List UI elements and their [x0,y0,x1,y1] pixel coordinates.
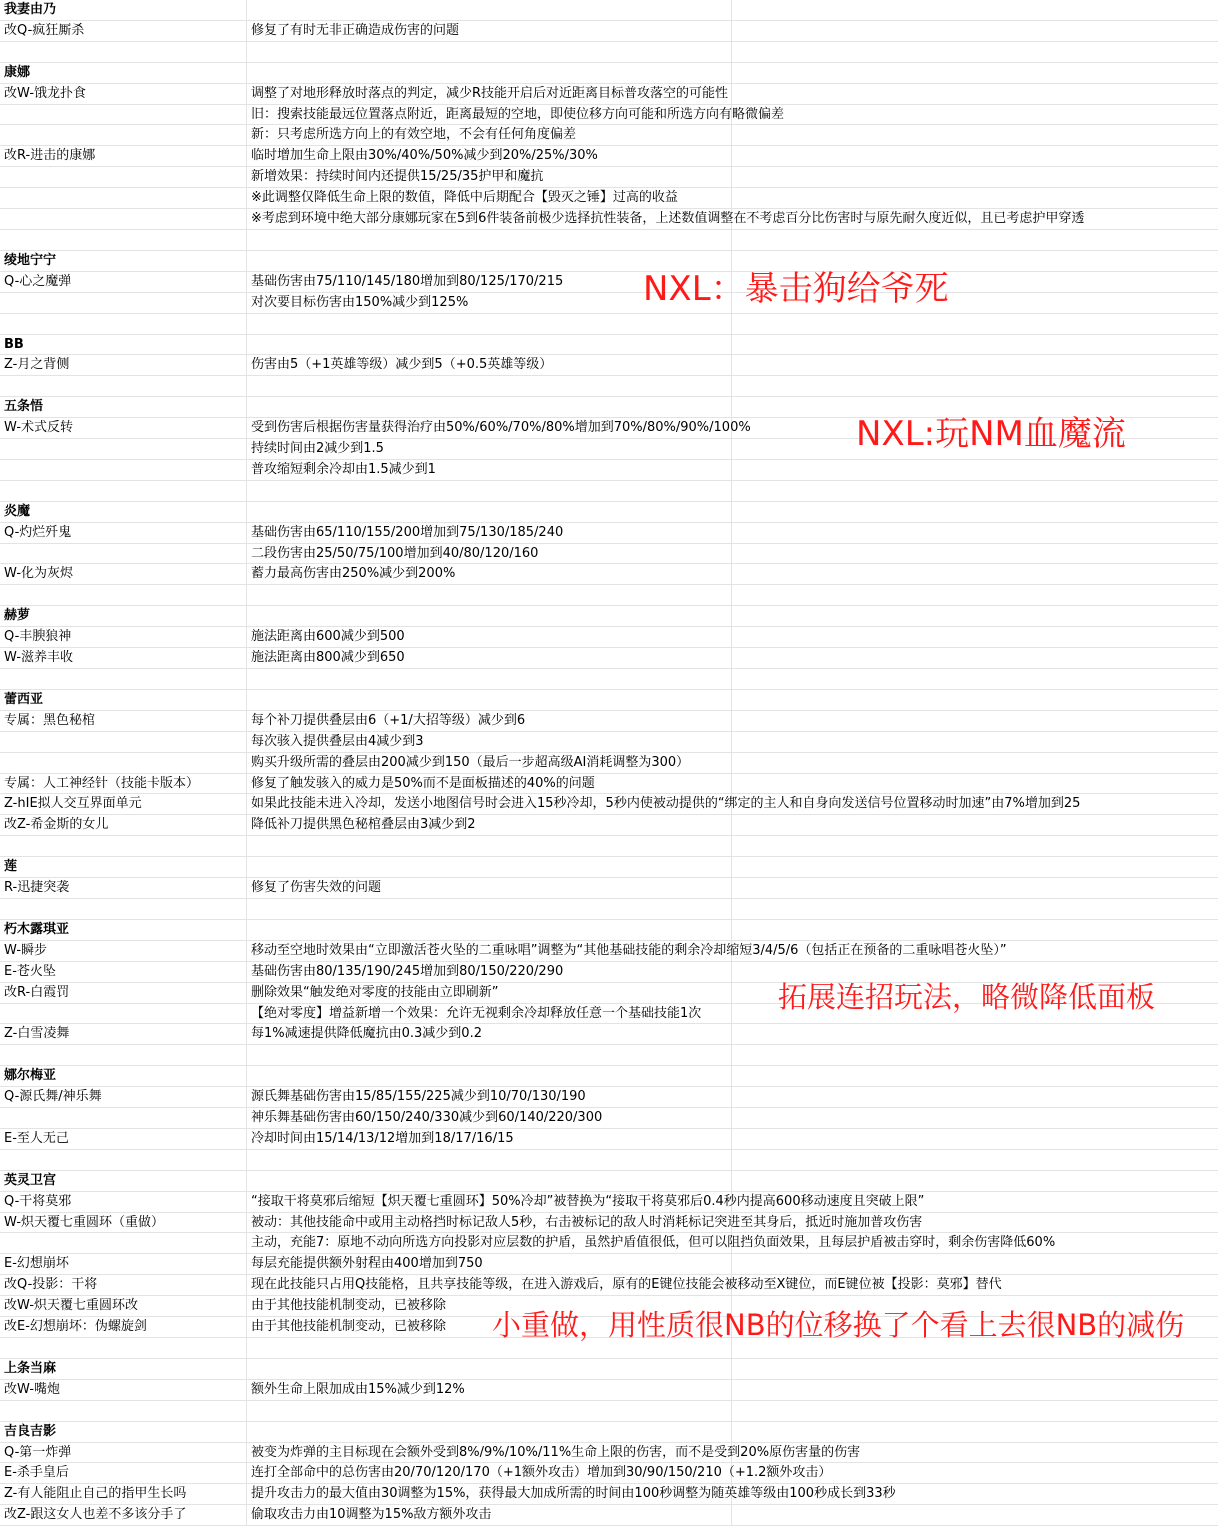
skill-name: 改W-炽天覆七重圆环改 [0,1296,247,1316]
change-description: 【绝对零度】增益新增一个效果：允许无视剩余冷却释放任意一个基础技能1次 [247,1004,732,1024]
change-row [0,1129,1218,1150]
empty-cell [247,397,732,417]
change-row [0,774,1218,795]
hero-header-row [0,63,1218,84]
skill-name: Q-第一炸弹 [0,1443,247,1463]
hero-name: 赫萝 [0,606,247,626]
skill-name: 改R-进击的康娜 [0,146,247,166]
skill-name: W-滋养丰收 [0,648,247,668]
annotation-combo: 拓展连招玩法，略微降低面板 [778,980,1156,1014]
empty-cell [732,962,1218,982]
change-description: 额外生命上限加成由15%减少到12% [247,1380,732,1400]
skill-name: Z-月之背侧 [0,355,247,375]
empty-cell [732,878,1218,898]
empty-cell [732,836,1218,856]
hero-name: 炎魔 [0,502,247,522]
empty-cell [732,1380,1218,1400]
skill-name [0,460,247,480]
change-description: 持续时间由2减少到1.5 [247,439,732,459]
hero-name: 娜尔梅亚 [0,1066,247,1086]
change-description: 每次骇入提供叠层由4减少到3 [247,732,732,752]
empty-cell [247,1045,732,1065]
empty-cell [0,836,247,856]
skill-name: E-至人无己 [0,1129,247,1149]
change-row [0,1380,1218,1401]
hero-name: 康娜 [0,63,247,83]
change-description: 冷却时间由15/14/13/12增加到18/17/16/15 [247,1129,732,1149]
change-description: 由于其他技能机制变动，已被移除 [247,1317,732,1337]
change-row [0,1505,1218,1526]
blank-row [0,1401,1218,1422]
change-row [0,1254,1218,1275]
change-description: 普攻缩短剩余冷却由1.5减少到1 [247,460,732,480]
empty-cell [732,1171,1218,1191]
skill-name: Q-干将莫邪 [0,1192,247,1212]
change-description: 旧：搜索技能最远位置落点附近，距离最短的空地，即使位移方向可能和所选方向有略微偏差 [247,105,732,125]
skill-name: W-化为灰烬 [0,564,247,584]
hero-header-row [0,857,1218,878]
empty-cell [0,314,247,334]
change-description: 伤害由5（+1英雄等级）减少到5（+0.5英雄等级） [247,355,732,375]
empty-cell [0,42,247,62]
empty-cell [732,230,1218,250]
change-description: 移动至空地时效果由“立即激活苍火坠的二重咏唱”调整为“其他基础技能的剩余冷却缩短3/4/5/6（包括正在预备的二重咏唱苍火坠）” [247,941,732,961]
empty-cell [732,460,1218,480]
change-row [0,84,1218,105]
change-description: ※此调整仅降低生命上限的数值，降低中后期配合【毁灭之锤】过高的收益 [247,188,732,208]
empty-cell [247,481,732,501]
change-row [0,627,1218,648]
skill-name: 改Q-投影：干将 [0,1275,247,1295]
change-row [0,209,1218,230]
change-description: 二段伤害由25/50/75/100增加到40/80/120/160 [247,544,732,564]
empty-cell [732,0,1218,20]
change-description: 修复了有时无非正确造成伤害的问题 [247,21,732,41]
blank-row [0,669,1218,690]
empty-cell [732,899,1218,919]
change-row [0,293,1218,314]
change-description: 施法距离由600减少到500 [247,627,732,647]
change-row [0,732,1218,753]
hero-name: 吉良吉影 [0,1422,247,1442]
empty-cell [732,167,1218,187]
hero-name: 英灵卫宫 [0,1171,247,1191]
change-description: 修复了触发骇入的威力是50%而不是面板描述的40%的问题 [247,774,732,794]
blank-row [0,899,1218,920]
skill-name: 改Q-疯狂厮杀 [0,21,247,41]
empty-cell [247,1359,732,1379]
skill-name: 专属：人工神经针（技能卡版本） [0,774,247,794]
empty-cell [247,899,732,919]
change-description: 施法距离由800减少到650 [247,648,732,668]
empty-cell [0,1338,247,1358]
skill-name: E-苍火坠 [0,962,247,982]
empty-cell [247,502,732,522]
skill-name [0,209,247,229]
empty-cell [732,1150,1218,1170]
empty-cell [0,1401,247,1421]
skill-name: Q-源氏舞/神乐舞 [0,1087,247,1107]
empty-cell [732,544,1218,564]
empty-cell [732,355,1218,375]
annotation-nxl-crit: NXL：暴击狗给爷死 [643,269,949,309]
change-row [0,1443,1218,1464]
change-row [0,188,1218,209]
empty-cell [0,669,247,689]
empty-cell [247,857,732,877]
skill-name: W-瞬步 [0,941,247,961]
hero-name: 蕾西亚 [0,690,247,710]
change-description: 提升攻击力的最大值由30调整为15%，获得最大加成所需的时间由100秒调整为随英雄等级由100秒成长到33秒 [247,1484,732,1504]
empty-cell [732,251,1218,271]
empty-cell [0,230,247,250]
skill-name [0,1004,247,1024]
skill-name: E-杀手皇后 [0,1463,247,1483]
change-row [0,1192,1218,1213]
change-row [0,878,1218,899]
hero-header-row [0,502,1218,523]
change-description: 连打全部命中的总伤害由20/70/120/170（+1额外攻击）增加到30/90/150/210（+1.2额外攻击） [247,1463,732,1483]
hero-name: 绫地宁宁 [0,251,247,271]
change-description: 修复了伤害失效的问题 [247,878,732,898]
change-row [0,1213,1218,1234]
empty-cell [0,376,247,396]
empty-cell [732,1066,1218,1086]
skill-name: Z-白雪凌舞 [0,1024,247,1044]
change-row [0,711,1218,732]
skill-name: Z-hIE拟人交互界面单元 [0,794,247,814]
change-row [0,460,1218,481]
empty-cell [247,606,732,626]
skill-name: Q-灼烂歼鬼 [0,523,247,543]
skill-name: Z-有人能阻止自己的指甲生长吗 [0,1484,247,1504]
change-description: “接取干将莫邪后缩短【炽天覆七重圆环】50%冷却”被替换为“接取干将莫邪后0.4秒内提高600移动速度且突破上限” [247,1192,732,1212]
empty-cell [732,1129,1218,1149]
hero-name: 我妻由乃 [0,0,247,20]
change-description: 新：只考虑所选方向上的有效空地，不会有任何角度偏差 [247,125,732,145]
change-description: 偷取攻击力由10调整为15%敌方额外攻击 [247,1505,732,1525]
empty-cell [732,1401,1218,1421]
hero-header-row [0,690,1218,711]
change-description: 临时增加生命上限由30%/40%/50%减少到20%/25%/30% [247,146,732,166]
change-row [0,105,1218,126]
empty-cell [247,585,732,605]
empty-cell [732,564,1218,584]
skill-name [0,105,247,125]
empty-cell [732,481,1218,501]
skill-name: R-迅捷突袭 [0,878,247,898]
empty-cell [247,836,732,856]
change-description: 蓄力最高伤害由250%减少到200% [247,564,732,584]
change-description: 对次要目标伤害由150%减少到125% [247,293,732,313]
change-description: 降低补刀提供黑色秘棺叠层由3减少到2 [247,815,732,835]
skill-name [0,1233,247,1253]
change-description: 被变为炸弹的主目标现在会额外受到8%/9%/10%/11%生命上限的伤害，而不是受到20%原伤害量的伤害 [247,1443,732,1463]
empty-cell [732,774,1218,794]
change-description: 神乐舞基础伤害由60/150/240/330减少到60/140/220/300 [247,1108,732,1128]
empty-cell [0,481,247,501]
empty-cell [247,0,732,20]
empty-cell [732,1108,1218,1128]
empty-cell [732,146,1218,166]
empty-cell [247,230,732,250]
change-row [0,794,1218,815]
hero-header-row [0,1066,1218,1087]
empty-cell [732,21,1218,41]
skill-name [0,293,247,313]
change-description: 每1%减速提供降低魔抗由0.3减少到0.2 [247,1024,732,1044]
change-description: 基础伤害由75/110/145/180增加到80/125/170/215 [247,272,732,292]
skill-name: 改Z-跟这女人也差不多该分手了 [0,1505,247,1525]
empty-cell [247,1171,732,1191]
empty-cell [247,669,732,689]
empty-cell [732,188,1218,208]
empty-cell [0,1045,247,1065]
empty-cell [732,63,1218,83]
empty-cell [247,1422,732,1442]
change-row [0,753,1218,774]
blank-row [0,314,1218,335]
change-row [0,544,1218,565]
blank-row [0,376,1218,397]
empty-cell [732,711,1218,731]
change-description: 基础伤害由80/135/190/245增加到80/150/220/290 [247,962,732,982]
change-description: 由于其他技能机制变动，已被移除 [247,1296,732,1316]
empty-cell [247,314,732,334]
empty-cell [247,42,732,62]
skill-name: 改W-嘴炮 [0,1380,247,1400]
change-description: 调整了对地形释放时落点的判定，减少R技能开启后对近距离目标普攻落空的可能性 [247,84,732,104]
change-row [0,941,1218,962]
annotation-rework: 小重做，用性质很NB的位移换了个看上去很NB的减伤 [492,1308,1185,1342]
skill-name: 改Z-希金斯的女儿 [0,815,247,835]
change-row [0,648,1218,669]
skill-name: E-幻想崩坏 [0,1254,247,1274]
skill-name: Q-心之魔弹 [0,272,247,292]
hero-header-row [0,1422,1218,1443]
hero-header-row [0,1171,1218,1192]
empty-cell [247,690,732,710]
empty-cell [732,502,1218,522]
hero-header-row [0,335,1218,356]
change-description: 基础伤害由65/110/155/200增加到75/130/185/240 [247,523,732,543]
skill-name: W-术式反转 [0,418,247,438]
change-description: 主动，充能7：原地不动向所选方向投影对应层数的护盾，虽然护盾值很低，但可以阻挡负面效果，且每层护盾被击穿时，剩余伤害降低60% [247,1233,732,1253]
skill-name [0,125,247,145]
change-description: 新增效果：持续时间内还提供15/25/35护甲和魔抗 [247,167,732,187]
empty-cell [732,523,1218,543]
annotation-nxl-blood: NXL:玩NM血魔流 [856,414,1126,454]
change-row [0,1233,1218,1254]
empty-cell [732,648,1218,668]
empty-cell [732,314,1218,334]
hero-header-row [0,251,1218,272]
empty-cell [0,585,247,605]
empty-cell [732,1087,1218,1107]
empty-cell [0,1150,247,1170]
empty-cell [0,899,247,919]
empty-cell [732,125,1218,145]
empty-cell [732,627,1218,647]
blank-row [0,42,1218,63]
empty-cell [732,732,1218,752]
change-row [0,564,1218,585]
change-description: 源氏舞基础伤害由15/85/155/225减少到10/70/130/190 [247,1087,732,1107]
change-row [0,1024,1218,1045]
empty-cell [732,335,1218,355]
hero-name: 莲 [0,857,247,877]
change-row [0,21,1218,42]
change-description: 被动：其他技能命中或用主动格挡时标记敌人5秒，右击被标记的敌人时消耗标记突进至其身后，抵近时施加普攻伤害 [247,1213,732,1233]
empty-cell [732,1045,1218,1065]
change-row [0,1275,1218,1296]
hero-header-row [0,920,1218,941]
change-row [0,815,1218,836]
empty-cell [732,857,1218,877]
change-row [0,146,1218,167]
empty-cell [732,585,1218,605]
empty-cell [732,669,1218,689]
empty-cell [247,1150,732,1170]
empty-cell [732,84,1218,104]
change-description: 受到伤害后根据伤害量获得治疗由50%/60%/70%/80%增加到70%/80%/90%/100% [247,418,732,438]
skill-name: 改W-饿龙扑食 [0,84,247,104]
skill-name [0,544,247,564]
skill-name: Q-丰腴狼神 [0,627,247,647]
change-row [0,125,1218,146]
hero-header-row [0,1359,1218,1380]
change-description: 每层充能提供额外射程由400增加到750 [247,1254,732,1274]
empty-cell [247,920,732,940]
empty-cell [732,376,1218,396]
skill-name: 专属：黑色秘棺 [0,711,247,731]
empty-cell [732,815,1218,835]
hero-header-row [0,606,1218,627]
empty-cell [247,63,732,83]
empty-cell [247,335,732,355]
skill-name [0,732,247,752]
change-row [0,355,1218,376]
blank-row [0,1045,1218,1066]
hero-name: 上条当麻 [0,1359,247,1379]
empty-cell [732,105,1218,125]
skill-name [0,1108,247,1128]
skill-name: 改E-幻想崩坏：伪螺旋剑 [0,1317,247,1337]
skill-name [0,439,247,459]
skill-name [0,753,247,773]
change-row [0,1108,1218,1129]
change-row [0,1484,1218,1505]
hero-name: 朽木露琪亚 [0,920,247,940]
skill-name [0,167,247,187]
change-description: 如果此技能未进入冷却，发送小地图信号时会进入15秒冷却，5秒内使被动提供的“绑定的主人和自身向发送信号位置移动时加速”由7%增加到25 [247,794,732,814]
empty-cell [732,606,1218,626]
empty-cell [247,1401,732,1421]
empty-cell [732,690,1218,710]
hero-header-row [0,0,1218,21]
empty-cell [732,1422,1218,1442]
change-row [0,523,1218,544]
change-row [0,1463,1218,1484]
skill-name: W-炽天覆七重圆环（重做） [0,1213,247,1233]
empty-cell [732,1024,1218,1044]
change-row [0,167,1218,188]
empty-cell [247,376,732,396]
blank-row [0,230,1218,251]
skill-name [0,188,247,208]
hero-name: 五条悟 [0,397,247,417]
skill-name: 改R-白霞罚 [0,983,247,1003]
empty-cell [732,1254,1218,1274]
empty-cell [732,920,1218,940]
blank-row [0,1150,1218,1171]
change-row [0,1087,1218,1108]
blank-row [0,836,1218,857]
empty-cell [247,1066,732,1086]
empty-cell [732,1505,1218,1525]
empty-cell [732,753,1218,773]
empty-cell [247,251,732,271]
empty-cell [732,1359,1218,1379]
change-description: ※考虑到环境中绝大部分康娜玩家在5到6件装备前极少选择抗性装备，上述数值调整在不考虑百分比伤害时与原先耐久度近似，且已考虑护甲穿透 [247,209,732,229]
change-row [0,272,1218,293]
blank-row [0,481,1218,502]
change-description: 现在此技能只占用Q技能格，且共享技能等级，在进入游戏后，原有的E键位技能会被移动至X键位，而E键位被【投影：莫邪】替代 [247,1275,732,1295]
change-description: 每个补刀提供叠层由6（+1/大招等级）减少到6 [247,711,732,731]
blank-row [0,585,1218,606]
change-description: 删除效果“触发绝对零度的技能由立即刷新” [247,983,732,1003]
hero-name: BB [0,335,247,355]
change-description: 购买升级所需的叠层由200减少到150（最后一步超高级AI消耗调整为300） [247,753,732,773]
empty-cell [732,42,1218,62]
